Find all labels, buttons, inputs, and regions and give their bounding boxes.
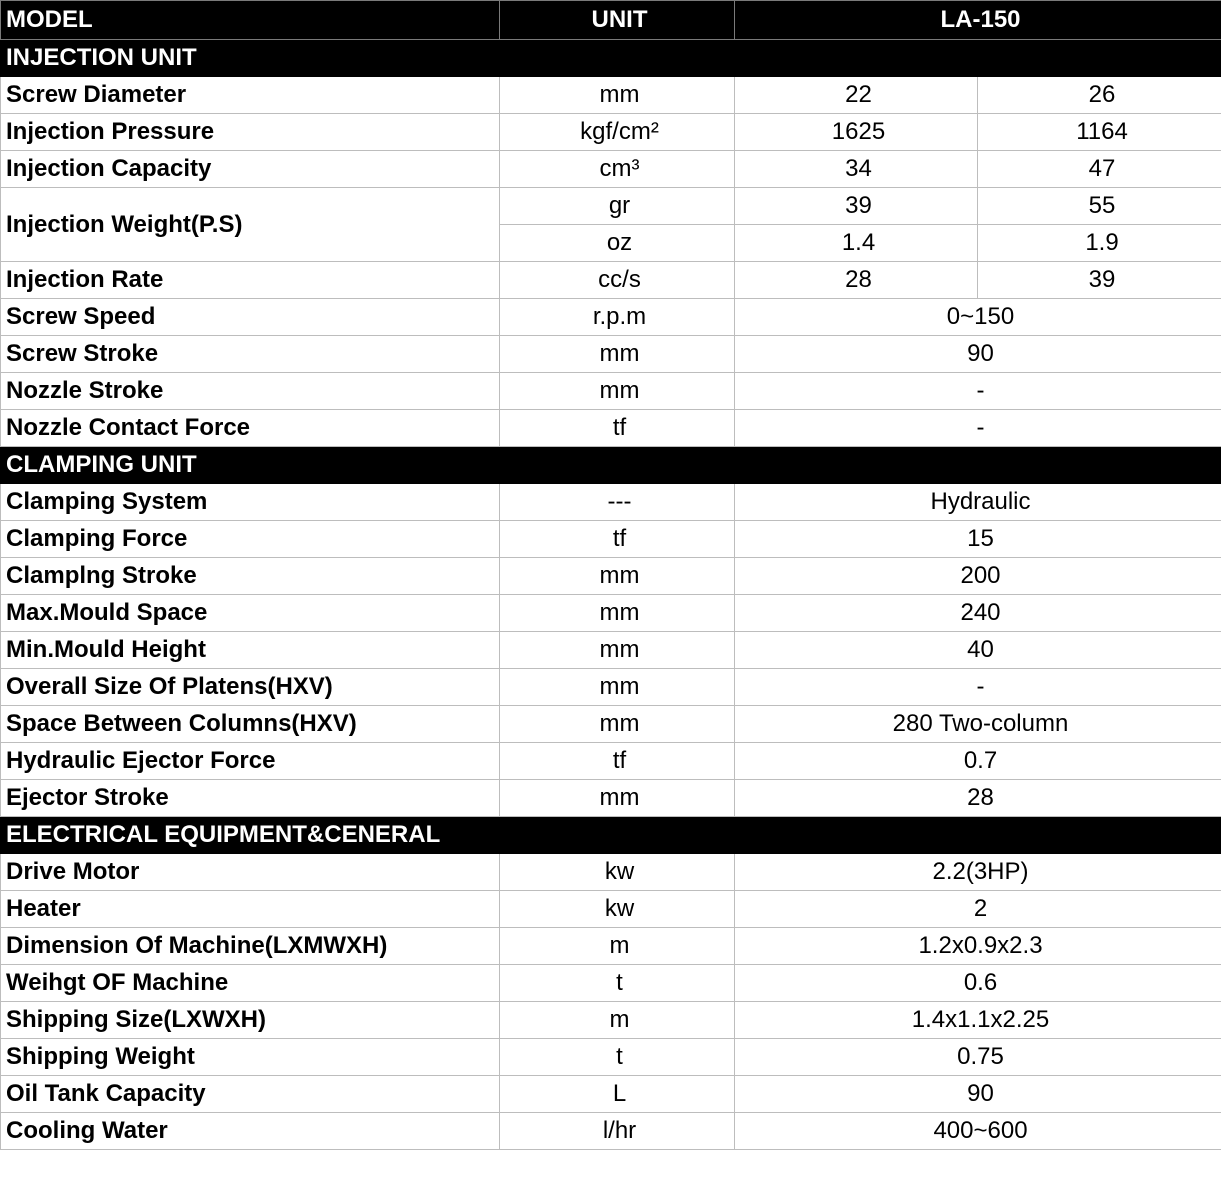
row-label: Min.Mould Height — [1, 632, 500, 669]
row-label: Shipping Size(LXWXH) — [1, 1002, 500, 1039]
row-label: Injection Capacity — [1, 151, 500, 188]
row-unit: tf — [500, 743, 735, 780]
row-value-a: 22 — [735, 77, 978, 114]
table-row — [1, 521, 1221, 558]
row-value: 240 — [735, 595, 1221, 632]
row-value-b: 26 — [978, 77, 1221, 114]
row-unit: --- — [500, 484, 735, 521]
row-value: - — [735, 669, 1221, 706]
row-value: 90 — [735, 1076, 1221, 1113]
row-label: Oil Tank Capacity — [1, 1076, 500, 1113]
row-label: Clamplng Stroke — [1, 558, 500, 595]
row-label: Nozzle Contact Force — [1, 410, 500, 447]
machine-header: LA-150 — [735, 1, 1221, 40]
row-value-b: 47 — [978, 151, 1221, 188]
row-value-a: 39 — [735, 188, 978, 225]
row-unit: mm — [500, 780, 735, 817]
table-row — [1, 669, 1221, 706]
table-row — [1, 114, 1221, 151]
row-label: Drive Motor — [1, 854, 500, 891]
row-unit: kw — [500, 891, 735, 928]
row-value: 0.7 — [735, 743, 1221, 780]
row-value: 1.2x0.9x2.3 — [735, 928, 1221, 965]
table-row — [1, 188, 1221, 225]
row-label: Max.Mould Space — [1, 595, 500, 632]
row-label: Shipping Weight — [1, 1039, 500, 1076]
table-row — [1, 410, 1221, 447]
section-row — [1, 40, 1221, 77]
row-unit: mm — [500, 669, 735, 706]
table-row — [1, 1076, 1221, 1113]
row-value-b: 55 — [978, 188, 1221, 225]
row-value-a: 34 — [735, 151, 978, 188]
row-label: Nozzle Stroke — [1, 373, 500, 410]
row-value: 28 — [735, 780, 1221, 817]
row-value-b: 1.9 — [978, 225, 1221, 262]
row-value: 280 Two-column — [735, 706, 1221, 743]
table-row — [1, 558, 1221, 595]
table-row — [1, 780, 1221, 817]
row-value: 90 — [735, 336, 1221, 373]
table-row — [1, 706, 1221, 743]
row-unit: mm — [500, 632, 735, 669]
row-label: Screw Stroke — [1, 336, 500, 373]
table-row — [1, 262, 1221, 299]
row-unit: l/hr — [500, 1113, 735, 1150]
table-row — [1, 928, 1221, 965]
row-value-a: 1.4 — [735, 225, 978, 262]
row-value: 40 — [735, 632, 1221, 669]
header-row — [1, 1, 1221, 40]
model-header: MODEL — [1, 1, 500, 40]
row-unit: mm — [500, 77, 735, 114]
table-row — [1, 965, 1221, 1002]
row-unit: cc/s — [500, 262, 735, 299]
row-unit: t — [500, 1039, 735, 1076]
table-row — [1, 373, 1221, 410]
section-clamping-title: CLAMPING UNIT — [1, 447, 1221, 484]
row-value-a: 28 — [735, 262, 978, 299]
row-label: Injection Weight(P.S) — [1, 188, 500, 262]
row-unit: kgf/cm² — [500, 114, 735, 151]
row-unit: kw — [500, 854, 735, 891]
row-label: Dimension Of Machine(LXMWXH) — [1, 928, 500, 965]
row-unit: gr — [500, 188, 735, 225]
table-row — [1, 1002, 1221, 1039]
row-value: 0~150 — [735, 299, 1221, 336]
table-row — [1, 891, 1221, 928]
row-value: - — [735, 410, 1221, 447]
row-unit: oz — [500, 225, 735, 262]
table-row — [1, 484, 1221, 521]
row-label: Hydraulic Ejector Force — [1, 743, 500, 780]
row-unit: mm — [500, 595, 735, 632]
row-label: Clamping System — [1, 484, 500, 521]
table-row — [1, 77, 1221, 114]
row-label: Overall Size Of Platens(HXV) — [1, 669, 500, 706]
row-label: Injection Rate — [1, 262, 500, 299]
row-label: Screw Speed — [1, 299, 500, 336]
section-electrical-title: ELECTRICAL EQUIPMENT&CENERAL — [1, 817, 1221, 854]
row-unit: m — [500, 1002, 735, 1039]
section-injection-title: INJECTION UNIT — [1, 40, 1221, 77]
row-label: Ejector Stroke — [1, 780, 500, 817]
table-row — [1, 743, 1221, 780]
row-unit: t — [500, 965, 735, 1002]
row-value-b: 39 — [978, 262, 1221, 299]
table-row — [1, 1039, 1221, 1076]
row-value: Hydraulic — [735, 484, 1221, 521]
row-label: Injection Pressure — [1, 114, 500, 151]
row-unit: mm — [500, 706, 735, 743]
row-unit: mm — [500, 373, 735, 410]
table-row — [1, 336, 1221, 373]
table-row — [1, 151, 1221, 188]
row-label: Weihgt OF Machine — [1, 965, 500, 1002]
row-unit: tf — [500, 521, 735, 558]
table-row — [1, 854, 1221, 891]
row-label: Clamping Force — [1, 521, 500, 558]
table-row — [1, 595, 1221, 632]
row-label: Screw Diameter — [1, 77, 500, 114]
row-value: 0.6 — [735, 965, 1221, 1002]
row-unit: cm³ — [500, 151, 735, 188]
row-value-a: 1625 — [735, 114, 978, 151]
row-value: 15 — [735, 521, 1221, 558]
row-unit: m — [500, 928, 735, 965]
table-row — [1, 1113, 1221, 1150]
row-unit: mm — [500, 336, 735, 373]
row-value: 1.4x1.1x2.25 — [735, 1002, 1221, 1039]
table-row — [1, 632, 1221, 669]
row-label: Heater — [1, 891, 500, 928]
row-unit: r.p.m — [500, 299, 735, 336]
row-value: 400~600 — [735, 1113, 1221, 1150]
unit-header: UNIT — [500, 1, 735, 40]
section-row — [1, 817, 1221, 854]
row-label: Space Between Columns(HXV) — [1, 706, 500, 743]
row-label: Cooling Water — [1, 1113, 500, 1150]
row-unit: L — [500, 1076, 735, 1113]
row-value: 200 — [735, 558, 1221, 595]
row-unit: mm — [500, 558, 735, 595]
row-value: 2 — [735, 891, 1221, 928]
row-value: - — [735, 373, 1221, 410]
row-value: 0.75 — [735, 1039, 1221, 1076]
section-row — [1, 447, 1221, 484]
row-value: 2.2(3HP) — [735, 854, 1221, 891]
table-row — [1, 299, 1221, 336]
row-unit: tf — [500, 410, 735, 447]
row-value-b: 1164 — [978, 114, 1221, 151]
